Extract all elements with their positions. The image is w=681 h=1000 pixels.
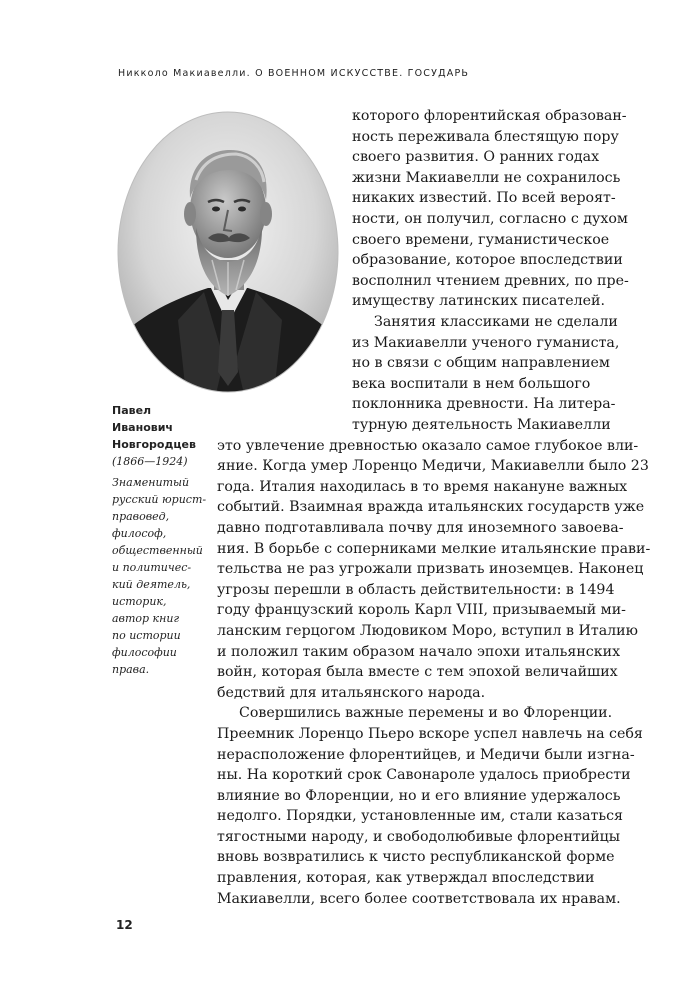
body-line: тягостными народу, и свободолюбивые флорентийцы: [217, 828, 621, 845]
body-line: века воспитали в нем большого: [352, 375, 591, 392]
caption-description-line: автор книг: [112, 612, 180, 625]
body-line: это увлечение древностью оказало самое глубокое вли-: [217, 437, 639, 454]
caption-description-line: историк,: [112, 595, 167, 608]
caption-name-line: Новгородцев: [112, 438, 196, 451]
body-line: Макиавелли, всего более соответствовала их нравам.: [217, 890, 621, 907]
body-line: своего времени, гуманистическое: [352, 231, 610, 248]
body-line: угрозы перешли в область действительности: в 1494: [217, 581, 615, 598]
body-line: влияние во Флоренции, но и его влияние удержалось: [217, 787, 621, 804]
body-line: года. Италия находилась в то время накануне важных: [217, 478, 628, 495]
body-line: никаких известий. По всей вероят-: [352, 190, 616, 207]
body-line: яние. Когда умер Лоренцо Медичи, Макиавелли было 23: [217, 458, 649, 475]
body-line: имуществу латинских писателей.: [352, 293, 606, 310]
body-line: году французский король Карл VIII, призываемый ми-: [217, 602, 626, 619]
page-number: 12: [116, 918, 133, 932]
body-line: Занятия классиками не сделали: [374, 313, 618, 330]
body-line: давно подготавливала почву для иноземного завоева-: [217, 519, 624, 536]
caption-years: (1866—1924): [112, 455, 188, 468]
body-line: и положил таким образом начало эпохи итальянских: [217, 643, 621, 660]
body-text-right-column: [352, 106, 629, 415]
caption-description-line: права.: [112, 663, 150, 676]
body-line: событий. Взаимная вражда итальянских государств уже: [217, 499, 645, 516]
portrait-image: [116, 110, 340, 394]
portrait-caption: [112, 402, 212, 678]
body-line: Совершились важные перемены и во Флоренции.: [239, 705, 613, 722]
caption-description: [112, 474, 212, 678]
caption-description-line: философ,: [112, 527, 167, 540]
body-line: жизни Макиавелли не сохранилось: [352, 169, 621, 186]
body-line: турную деятельность Макиавелли: [352, 417, 611, 433]
body-line: восполнил чтением древних, по пре-: [352, 272, 629, 289]
body-line: ния. В борьбе с соперниками мелкие итальянские прави-: [217, 540, 651, 557]
caption-description-line: кий деятель,: [112, 578, 191, 591]
body-line: но в связи с общим направлением: [352, 355, 610, 372]
body-line: поклонника древности. На литера-: [352, 396, 616, 413]
caption-description-line: философии: [112, 646, 177, 659]
caption-description-line: по истории: [112, 629, 181, 642]
caption-description-line: Знаменитый: [112, 476, 190, 489]
body-line: нерасположение флорентийцев, и Медичи были изгна-: [217, 746, 635, 763]
body-line: недолго. Порядки, установленные им, стали казаться: [217, 808, 623, 825]
running-head: Никколо Макиавелли. О ВОЕННОМ ИСКУССТВЕ. ГОСУДАРЬ: [118, 68, 470, 79]
body-line: войн, которая была вместе с тем эпохой величайших: [217, 664, 618, 681]
body-line: из Макиавелли ученого гуманиста,: [352, 334, 620, 351]
body-line: бедствий для итальянского народа.: [217, 684, 486, 701]
body-line: своего развития. О ранних годах: [352, 149, 600, 166]
body-line: ность переживала блестящую пору: [352, 128, 619, 145]
body-line: тельства не раз угрожали призвать иноземцев. Наконец: [217, 561, 644, 578]
caption-description-line: правовед,: [112, 510, 170, 523]
caption-description-line: русский юрист-: [112, 493, 207, 506]
body-line: ны. На короткий срок Савонароле удалось приобрести: [217, 767, 631, 784]
body-line: которого флорентийская образован-: [352, 108, 627, 124]
body-line: ланским герцогом Людовиком Моро, вступил в Италию: [217, 622, 638, 639]
body-line: правления, которая, как утверждал впоследствии: [217, 870, 595, 887]
caption-name-line: Павел: [112, 404, 152, 417]
caption-description-line: и политичес-: [112, 561, 192, 574]
caption-description-line: общественный: [112, 544, 203, 557]
caption-name-line: Иванович: [112, 421, 173, 434]
body-line: ности, он получил, согласно с духом: [352, 210, 628, 227]
body-line: Преемник Лоренцо Пьеро вскоре успел навлечь на себя: [217, 725, 643, 742]
body-line: вновь возвратились к чисто республиканской форме: [217, 849, 615, 866]
body-text-full-width: [217, 415, 651, 909]
body-line: образование, которое впоследствии: [352, 252, 623, 269]
